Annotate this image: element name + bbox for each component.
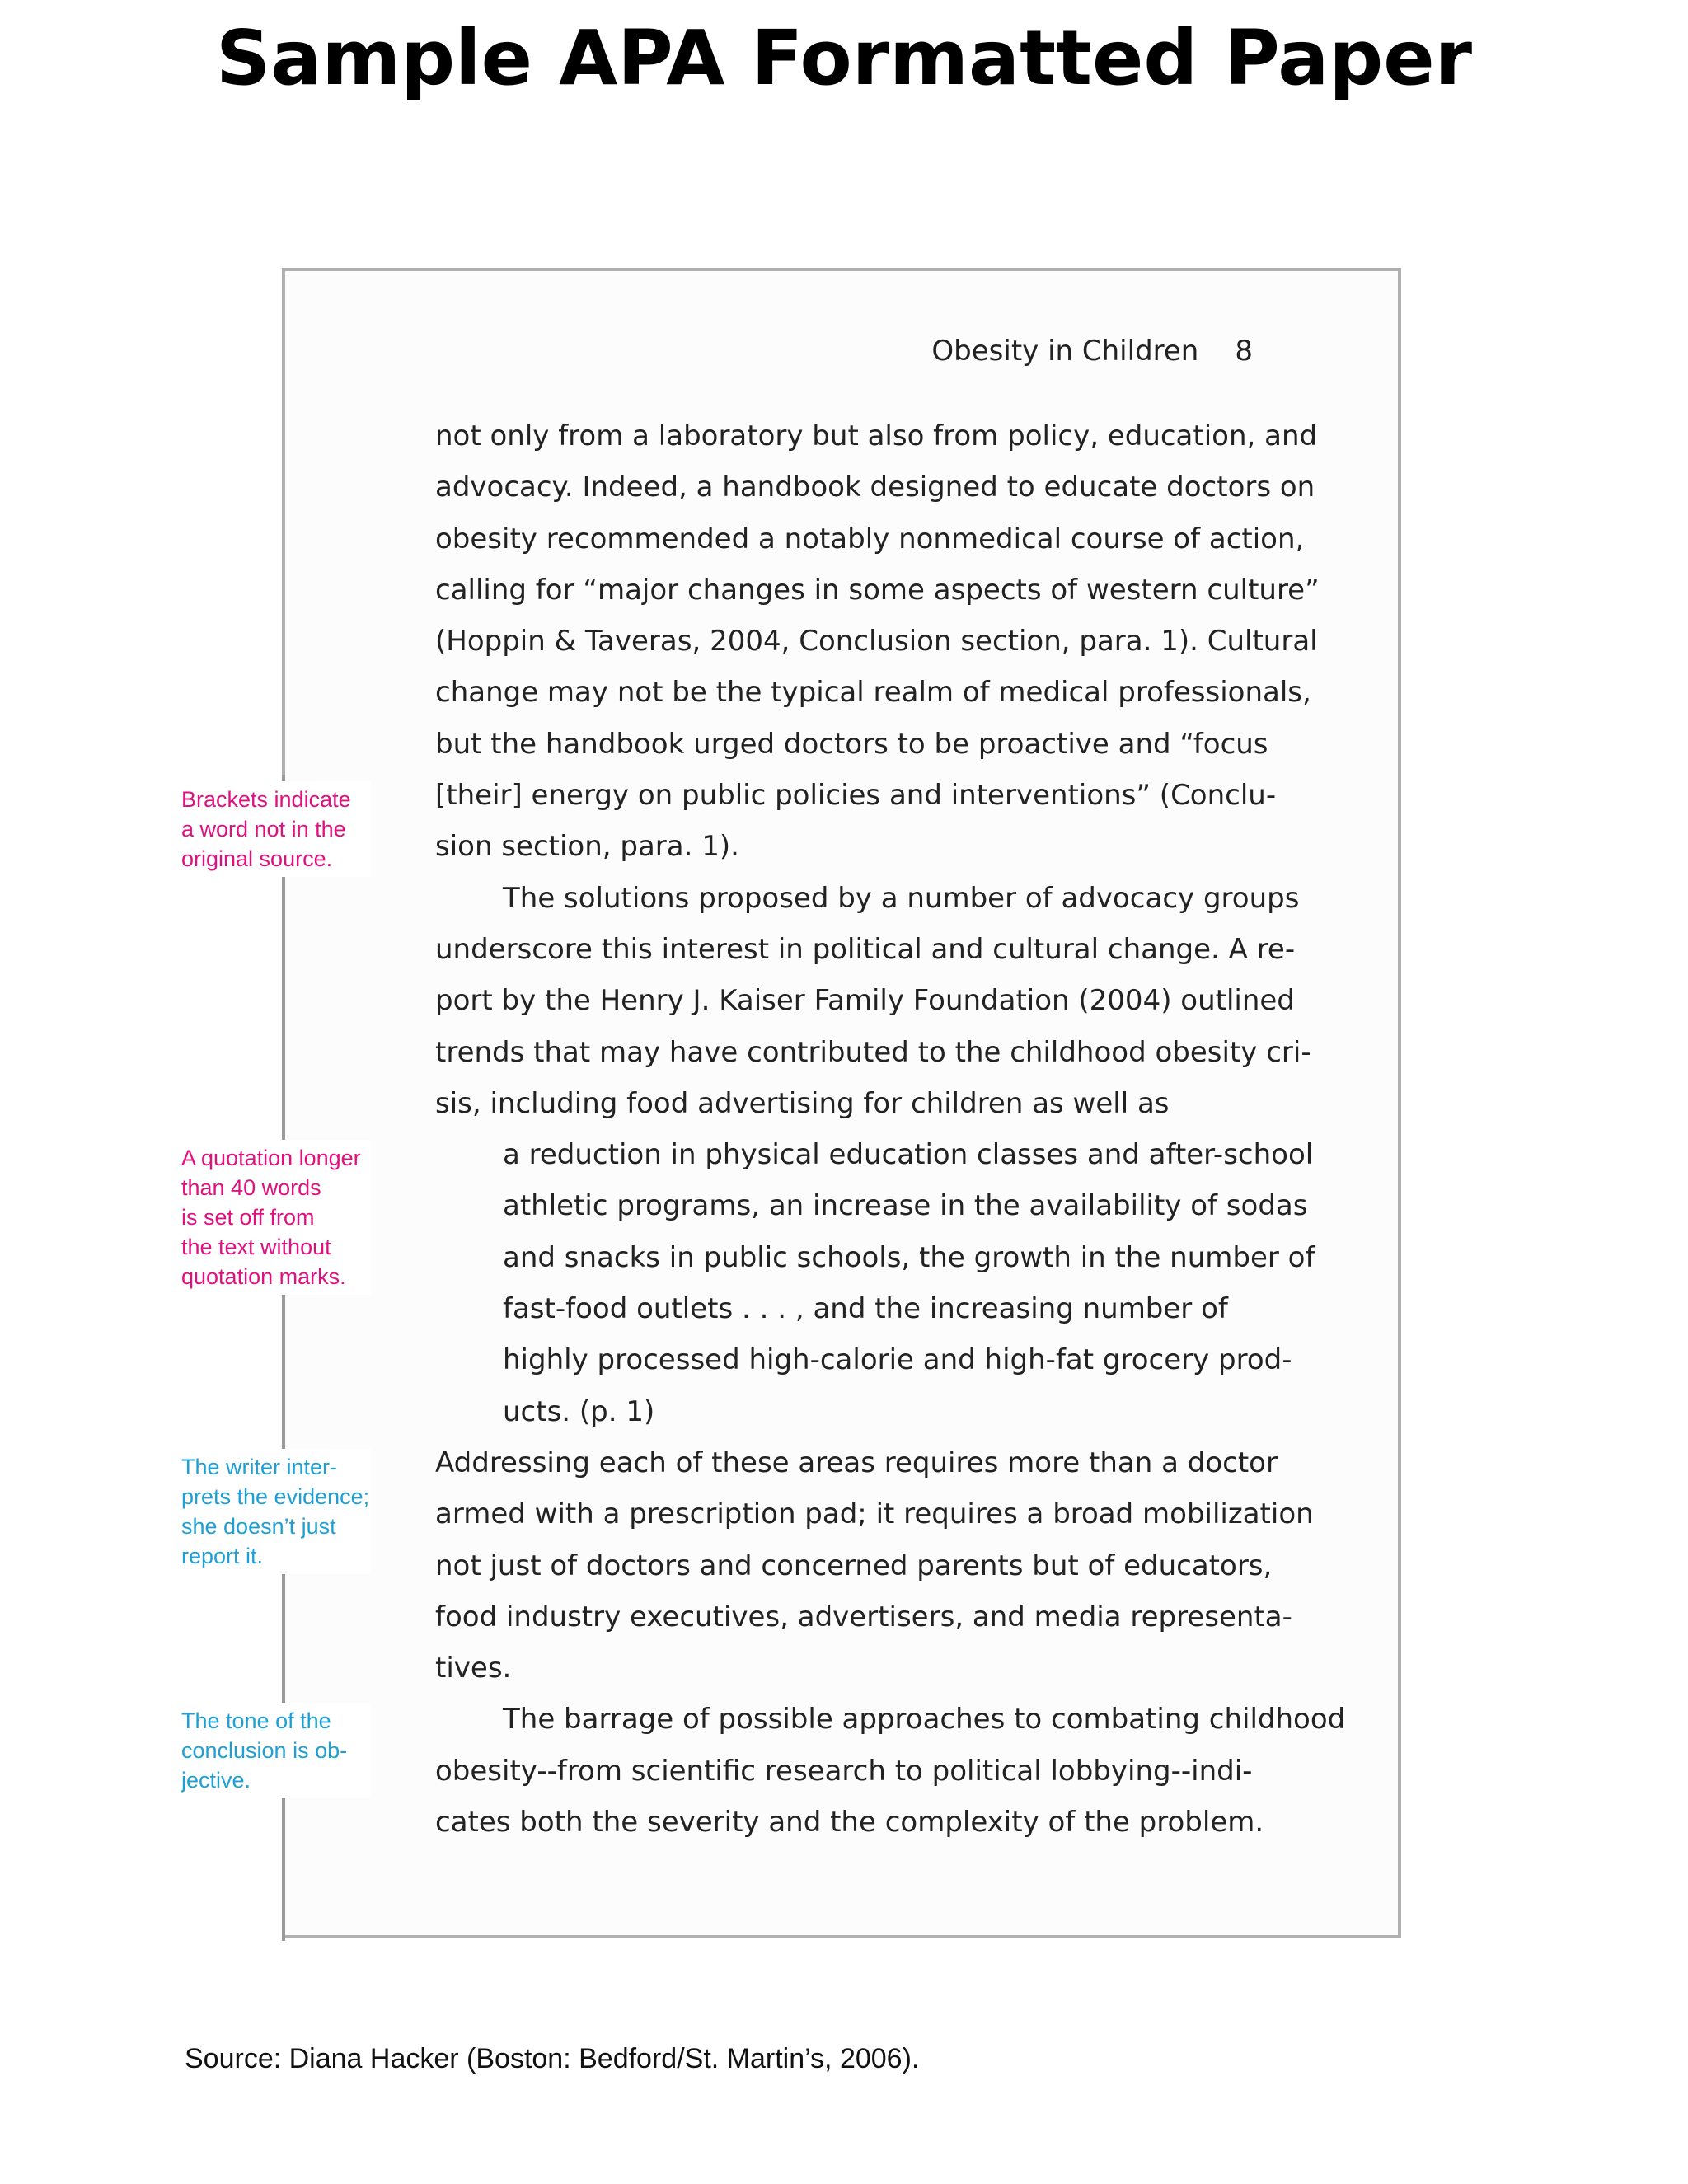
paragraph-4 — [435, 1694, 1346, 1848]
annotation-line: a word not in the — [181, 817, 346, 841]
text-line: advocacy. Indeed, a handbook designed to educate doctors on — [435, 471, 1315, 504]
text-line: food industry executives, advertisers, and media representa- — [435, 1600, 1292, 1633]
text-line: change may not be the typical realm of medical professionals, — [435, 676, 1311, 710]
text-line: sis, including food advertising for children as well as — [435, 1086, 1170, 1120]
text-line: calling for “major changes in some aspects of western culture” — [435, 573, 1320, 607]
text-line: armed with a prescription pad; it requires a broad mobilization — [435, 1497, 1314, 1531]
text-line: tives. — [435, 1652, 512, 1685]
annotation-line: quotation marks. — [181, 1264, 346, 1289]
text-line: Addressing each of these areas requires more than a doctor — [435, 1446, 1278, 1479]
annotation-line: Brackets indicate — [181, 787, 351, 812]
text-line: cates both the severity and the complexity of the problem. — [435, 1806, 1264, 1840]
main-title: Sample APA Formatted Paper — [216, 14, 1472, 102]
paragraph-1 — [435, 410, 1320, 873]
running-head — [0, 330, 1253, 373]
annotation-line: A quotation longer — [181, 1146, 361, 1170]
source-citation: Source: Diana Hacker (Boston: Bedford/St. Martin’s, 2006). — [185, 2043, 920, 2074]
quote-line: fast-food outlets . . . , and the increasing number of — [503, 1292, 1228, 1326]
annotation-line: than 40 words — [181, 1175, 321, 1200]
block-quote — [435, 1129, 1315, 1437]
annotation-line: conclusion is ob- — [181, 1738, 348, 1763]
annotation-tone — [181, 1703, 371, 1798]
margin-rule — [282, 1562, 285, 1710]
annotation-line: report it. — [181, 1544, 264, 1568]
annotation-line: The tone of the — [181, 1708, 331, 1733]
text-line: (Hoppin & Taveras, 2004, Conclusion section, para. 1). Cultural — [435, 625, 1318, 658]
annotation-line: prets the evidence; — [181, 1484, 370, 1509]
annotation-line: is set off from — [181, 1205, 315, 1230]
annotation-brackets — [181, 781, 371, 877]
annotation-line: original source. — [181, 846, 333, 871]
text-line: port by the Henry J. Kaiser Family Foundation (2004) outlined — [435, 984, 1295, 1018]
text-line: not just of doctors and concerned parents but of educators, — [435, 1549, 1273, 1582]
annotation-line: the text without — [181, 1235, 331, 1259]
text-line: sion section, para. 1). — [435, 830, 739, 864]
annotation-line: jective. — [181, 1768, 251, 1793]
margin-rule — [282, 1784, 285, 1941]
annotation-line: she doesn’t just — [181, 1514, 336, 1539]
text-line: but the handbook urged doctors to be proactive and “focus — [435, 727, 1268, 761]
annotation-quotation — [181, 1140, 371, 1295]
text-line: not only from a laboratory but also from policy, education, and — [435, 419, 1318, 452]
running-head-title: Obesity in Children — [931, 335, 1199, 368]
text-line: obesity recommended a notably nonmedical course of action, — [435, 522, 1305, 555]
text-line: [their] energy on public policies and interventions” (Conclu- — [435, 779, 1277, 813]
quote-line: a reduction in physical education classes and after-school — [503, 1138, 1314, 1172]
quote-line: highly processed high-calorie and high-fat grocery prod- — [503, 1343, 1292, 1377]
text-line: underscore this interest in political and cultural change. A re- — [435, 932, 1296, 966]
quote-line: athletic programs, an increase in the availability of sodas — [503, 1189, 1308, 1223]
text-line: trends that may have contributed to the childhood obesity cri- — [435, 1035, 1311, 1069]
text-line: obesity--from scientific research to political lobbying--indi- — [435, 1754, 1253, 1788]
text-line: The solutions proposed by a number of advocacy groups — [503, 881, 1300, 915]
paragraph-3 — [435, 1437, 1314, 1694]
quote-line: and snacks in public schools, the growth in the number of — [503, 1240, 1315, 1274]
quote-line: ucts. (p. 1) — [503, 1394, 655, 1428]
annotation-line: The writer inter- — [181, 1455, 338, 1479]
annotation-interprets — [181, 1449, 371, 1574]
paper-body — [435, 410, 1346, 1848]
page-number: 8 — [1235, 335, 1253, 368]
text-line: The barrage of possible approaches to combating childhood — [503, 1703, 1346, 1736]
paragraph-2 — [435, 873, 1311, 1129]
